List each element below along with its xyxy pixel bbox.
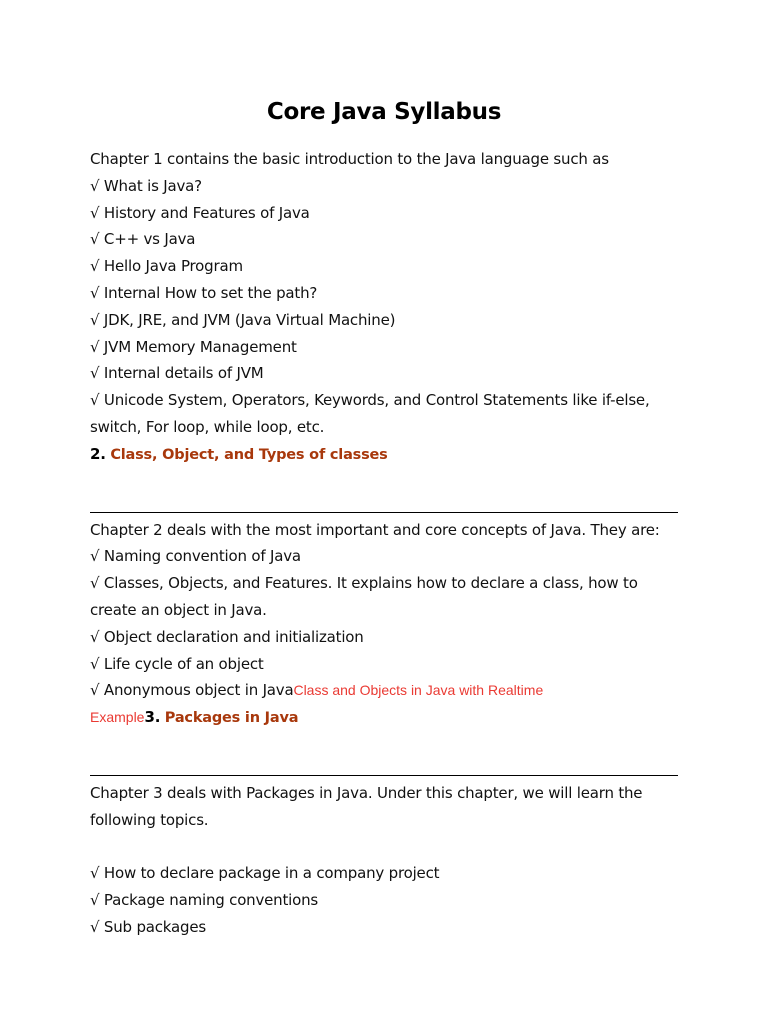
class-objects-link[interactable]: Class and Objects in Java with Realtime	[293, 682, 544, 699]
document-title: Core Java Syllabus	[266, 99, 502, 125]
chapter1-item: √ History and Features of Java	[90, 203, 310, 222]
chapter1-item: √ C++ vs Java	[90, 230, 196, 249]
chapter3-item: √ How to declare package in a company project	[90, 864, 440, 883]
section-heading-title[interactable]: Class, Object, and Types of classes	[110, 446, 388, 463]
chapter1-item: √ Hello Java Program	[90, 257, 243, 276]
chapter1-item: √ Internal How to set the path?	[90, 283, 318, 302]
chapter3-intro: Chapter 3 deals with Packages in Java. Under this chapter, we will learn the following topics.	[90, 783, 643, 829]
section-heading-2	[90, 441, 678, 469]
chapter2-item: √ Naming convention of Java	[90, 547, 301, 566]
document-body	[90, 146, 678, 941]
chapter2-item: √ Classes, Objects, and Features. It explains how to declare a class, how to create an object in Java.	[90, 574, 638, 619]
horizontal-rule	[90, 775, 678, 776]
chapter2-intro: Chapter 2 deals with the most important and core concepts of Java. They are:	[90, 520, 660, 539]
chapter1-item: √ What is Java?	[90, 176, 202, 195]
blank-line	[90, 834, 678, 861]
chapter2-item: √ Object declaration and initialization	[90, 627, 364, 646]
class-objects-link-continued[interactable]: Example	[90, 709, 145, 726]
horizontal-rule	[90, 512, 678, 513]
chapter2-item: √ Anonymous object in Java	[90, 681, 294, 700]
section-heading-3-line	[90, 704, 678, 732]
section-heading-title[interactable]: Packages in Java	[164, 710, 299, 727]
chapter1-item: √ Internal details of JVM	[90, 364, 264, 383]
section-divider	[90, 469, 678, 517]
chapter1-item: √ JDK, JRE, and JVM (Java Virtual Machine)	[90, 310, 396, 329]
chapter1-item: √ Unicode System, Operators, Keywords, and Control Statements like if-else, switch, For loop, while loop, etc.	[90, 391, 650, 436]
chapter2-item: √ Life cycle of an object	[90, 654, 264, 673]
chapter3-item: √ Package naming conventions	[90, 891, 319, 910]
chapter2-item-with-link	[90, 677, 678, 704]
chapter1-intro: Chapter 1 contains the basic introduction to the Java language such as	[90, 150, 609, 168]
section-heading-number: 3.	[144, 708, 161, 727]
section-divider	[90, 732, 678, 780]
chapter3-item: √ Sub packages	[90, 917, 206, 936]
chapter1-item: √ JVM Memory Management	[90, 337, 297, 356]
section-heading-number: 2.	[90, 444, 106, 463]
